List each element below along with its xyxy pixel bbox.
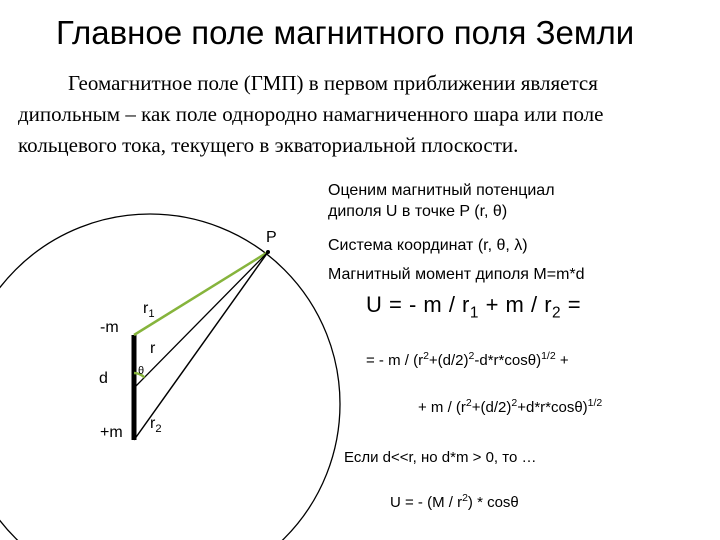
- eq3-s2: 2: [511, 397, 518, 409]
- note-coords: Система координат (r, θ, λ): [328, 237, 528, 254]
- result-p2: ) * cosθ: [467, 494, 519, 511]
- result-p1: U = - (M / r: [390, 494, 463, 511]
- intro-line-3: кольцевого тока, текущего в экваториальной плоскости.: [18, 133, 519, 157]
- eq-main-b: + m / r: [478, 292, 553, 317]
- earth-circle: [0, 214, 340, 540]
- eq2-s2: 2: [468, 350, 475, 362]
- result-equation: [390, 492, 519, 511]
- eq-main-b-sub: 2: [552, 304, 562, 322]
- eq3-p2: +(d/2): [471, 399, 512, 416]
- note-potential: [328, 180, 555, 222]
- r-label: r: [150, 340, 156, 357]
- eq2-s1: 2: [423, 350, 429, 362]
- r1-sub: 1: [148, 308, 155, 321]
- r1-label: [143, 300, 155, 320]
- intro-line-2: дипольным – как поле однородно намагниченного шара или поле: [18, 102, 604, 126]
- theta-label: θ: [138, 365, 145, 377]
- r2-label: [150, 415, 162, 435]
- page-title: Главное поле магнитного поля Земли: [56, 14, 635, 51]
- equation-line-2: [366, 350, 569, 369]
- note-moment: Магнитный момент диполя M=m*d: [328, 266, 585, 283]
- r1-base: r: [143, 300, 149, 317]
- minus-m-label: -m: [100, 319, 119, 336]
- result-s1: 2: [462, 492, 468, 504]
- eq-main-a-sub: 1: [469, 304, 479, 322]
- eq-main-c: =: [561, 292, 582, 317]
- eq-main-a: U = - m / r: [366, 292, 470, 317]
- condition-text: Если d<<r, но d*m > 0, то …: [344, 449, 537, 466]
- eq2-s3: 1/2: [541, 350, 556, 362]
- eq2-p2: +(d/2): [428, 352, 469, 369]
- eq3-p3: +d*r*cosθ): [517, 399, 588, 416]
- point-p-label: P: [266, 229, 277, 246]
- point-p: [266, 250, 270, 254]
- eq2-p3: -d*r*cosθ): [474, 352, 542, 369]
- intro-line-1: Геомагнитное поле (ГМП) в первом приближении является: [68, 71, 598, 95]
- note-potential-line-1: Оценим магнитный потенциал: [328, 182, 555, 199]
- r2-base: r: [150, 415, 156, 432]
- equation-main: [366, 292, 581, 322]
- plus-m-label: +m: [100, 424, 123, 441]
- eq3-s3: 1/2: [587, 397, 603, 409]
- r2-sub: 2: [155, 423, 162, 436]
- eq3-p1: + m / (r: [418, 399, 466, 416]
- eq2-p4: +: [555, 352, 569, 369]
- eq3-s1: 2: [465, 397, 472, 409]
- equation-line-3: [418, 397, 602, 416]
- note-potential-line-2: диполя U в точке P (r, θ): [328, 203, 508, 220]
- line-r1: [134, 252, 268, 335]
- d-label: d: [99, 370, 108, 387]
- eq2-p1: = - m / (r: [366, 352, 424, 369]
